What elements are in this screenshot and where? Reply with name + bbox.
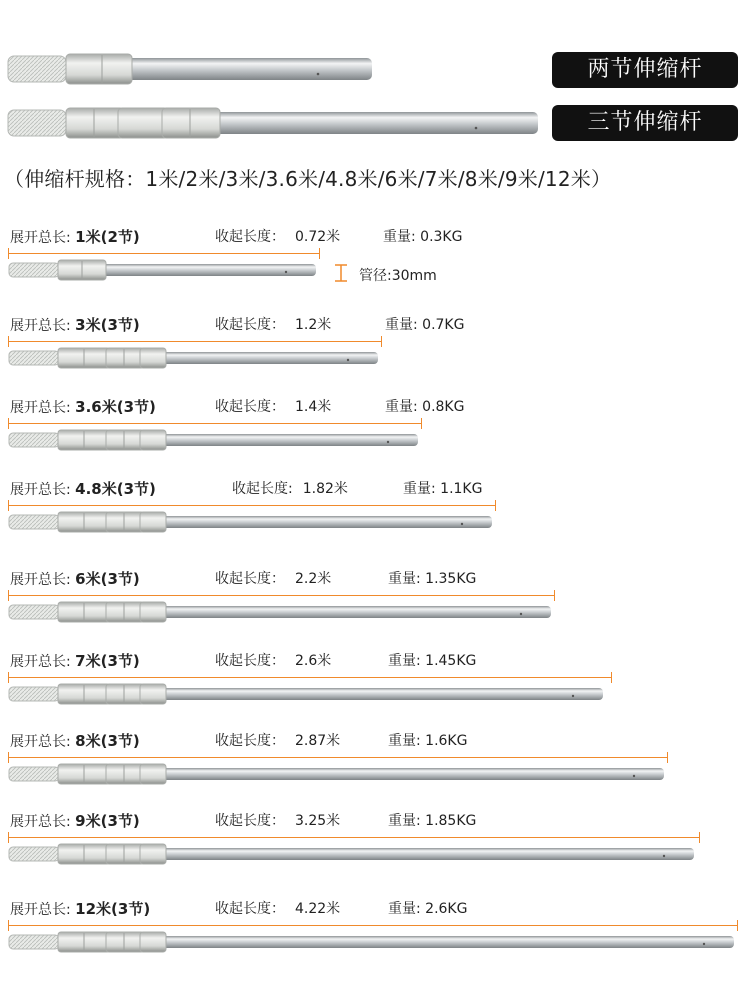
pole-spec-row xyxy=(0,226,750,296)
diameter-note: 管径:30mm xyxy=(359,268,437,284)
collapsed-length xyxy=(215,730,340,750)
telescopic-pole-image xyxy=(8,843,698,865)
collapsed-length xyxy=(215,314,331,334)
extended-length xyxy=(10,478,156,499)
weight xyxy=(385,314,464,334)
extended-length-label: 展开总长: xyxy=(10,814,76,830)
collapsed-length-label: 收起长度： xyxy=(215,317,285,333)
weight-label: 重量: xyxy=(388,571,426,587)
weight xyxy=(383,226,462,246)
telescopic-pole-image xyxy=(8,429,422,451)
weight-label: 重量: xyxy=(385,399,423,415)
extended-length-value: 3.6米(3节) xyxy=(75,398,156,416)
extended-length-label: 展开总长: xyxy=(10,400,76,416)
weight xyxy=(388,730,467,750)
extended-length xyxy=(10,226,140,247)
collapsed-length-value: 2.2米 xyxy=(295,571,332,587)
pole-spec-row xyxy=(0,730,750,800)
collapsed-length-value: 1.4米 xyxy=(295,399,332,415)
pole-spec-row xyxy=(0,314,750,384)
weight-value: 0.7KG xyxy=(422,317,465,333)
extended-length-label: 展开总长: xyxy=(10,734,76,750)
weight-label: 重量: xyxy=(383,229,421,245)
extended-length-label: 展开总长: xyxy=(10,654,76,670)
extended-length-value: 3米(3节) xyxy=(75,316,140,334)
extended-length-value: 4.8米(3节) xyxy=(75,480,156,498)
extended-length-value: 7米(3节) xyxy=(75,652,140,670)
collapsed-length-label: 收起长度： xyxy=(215,653,285,669)
telescopic-pole-image xyxy=(8,511,496,533)
weight-value: 1.45KG xyxy=(425,653,477,669)
extended-length-value: 8米(3节) xyxy=(75,732,140,750)
weight xyxy=(385,396,464,416)
weight xyxy=(403,478,482,498)
weight-label: 重量: xyxy=(388,813,426,829)
weight-label: 重量: xyxy=(385,317,423,333)
collapsed-length-label: 收起长度： xyxy=(215,901,285,917)
weight xyxy=(388,898,467,918)
weight xyxy=(388,568,476,588)
three-section-pole-image xyxy=(6,105,542,141)
extended-length-label: 展开总长: xyxy=(10,482,76,498)
collapsed-length xyxy=(215,226,340,246)
length-measure-line xyxy=(8,677,612,678)
extended-length-value: 6米(3节) xyxy=(75,570,140,588)
weight-value: 0.8KG xyxy=(422,399,465,415)
pole-spec-row xyxy=(0,396,750,466)
collapsed-length xyxy=(232,478,348,498)
hero-three-section xyxy=(0,105,750,141)
telescopic-pole-image xyxy=(8,601,555,623)
extended-length xyxy=(10,314,140,335)
collapsed-length xyxy=(215,568,331,588)
extended-length-value: 9米(3节) xyxy=(75,812,140,830)
collapsed-length-label: 收起长度： xyxy=(215,733,285,749)
pole-spec-row xyxy=(0,568,750,638)
length-measure-line xyxy=(8,253,320,254)
extended-length xyxy=(10,730,140,751)
length-measure-line xyxy=(8,925,738,926)
telescopic-pole-image xyxy=(8,931,738,953)
weight-value: 2.6KG xyxy=(425,901,468,917)
collapsed-length-value: 1.82米 xyxy=(302,481,348,497)
collapsed-length-label: 收起长度： xyxy=(215,399,285,415)
length-measure-line xyxy=(8,837,700,838)
collapsed-length xyxy=(215,396,331,416)
extended-length-label: 展开总长: xyxy=(10,230,76,246)
pole-spec-row xyxy=(0,810,750,880)
collapsed-length-label: 收起长度： xyxy=(215,229,285,245)
collapsed-length-value: 3.25米 xyxy=(295,813,341,829)
weight-value: 0.3KG xyxy=(420,229,463,245)
weight-label: 重量: xyxy=(403,481,441,497)
weight xyxy=(388,650,476,670)
weight-value: 1.1KG xyxy=(440,481,483,497)
collapsed-length xyxy=(215,810,340,830)
collapsed-length-value: 1.2米 xyxy=(295,317,332,333)
length-measure-line xyxy=(8,505,496,506)
extended-length-label: 展开总长: xyxy=(10,572,76,588)
collapsed-length-value: 2.87米 xyxy=(295,733,341,749)
three-section-label: 三节伸缩杆 xyxy=(552,105,738,141)
length-measure-line xyxy=(8,595,555,596)
length-measure-line xyxy=(8,341,382,342)
spec-list: （伸缩杆规格：1米/2米/3米/3.6米/4.8米/6米/7米/8米/9米/12米） xyxy=(4,167,612,191)
weight-label: 重量: xyxy=(388,901,426,917)
two-section-pole-image xyxy=(6,52,376,86)
extended-length xyxy=(10,396,156,417)
collapsed-length xyxy=(215,898,340,918)
diameter-marker-icon xyxy=(334,264,348,282)
collapsed-length xyxy=(215,650,331,670)
weight-label: 重量: xyxy=(388,653,426,669)
pole-spec-row xyxy=(0,478,750,548)
length-measure-line xyxy=(8,423,422,424)
collapsed-length-value: 2.6米 xyxy=(295,653,332,669)
hero-two-section xyxy=(0,52,750,88)
collapsed-length-label: 收起长度: xyxy=(232,481,293,497)
length-measure-line xyxy=(8,757,668,758)
collapsed-length-label: 收起长度： xyxy=(215,813,285,829)
collapsed-length-label: 收起长度： xyxy=(215,571,285,587)
telescopic-pole-image xyxy=(8,259,320,281)
weight-value: 1.6KG xyxy=(425,733,468,749)
extended-length xyxy=(10,650,140,671)
weight-value: 1.85KG xyxy=(425,813,477,829)
pole-spec-row xyxy=(0,898,750,968)
telescopic-pole-image xyxy=(8,347,382,369)
collapsed-length-value: 4.22米 xyxy=(295,901,341,917)
extended-length-label: 展开总长: xyxy=(10,318,76,334)
telescopic-pole-image xyxy=(8,763,668,785)
weight xyxy=(388,810,476,830)
extended-length-value: 12米(3节) xyxy=(75,900,151,918)
two-section-label: 两节伸缩杆 xyxy=(552,52,738,88)
pole-spec-row xyxy=(0,650,750,720)
weight-label: 重量: xyxy=(388,733,426,749)
extended-length-label: 展开总长: xyxy=(10,902,76,918)
weight-value: 1.35KG xyxy=(425,571,477,587)
telescopic-pole-image xyxy=(8,683,607,705)
extended-length xyxy=(10,898,150,919)
extended-length-value: 1米(2节) xyxy=(75,228,140,246)
collapsed-length-value: 0.72米 xyxy=(295,229,341,245)
extended-length xyxy=(10,810,140,831)
extended-length xyxy=(10,568,140,589)
